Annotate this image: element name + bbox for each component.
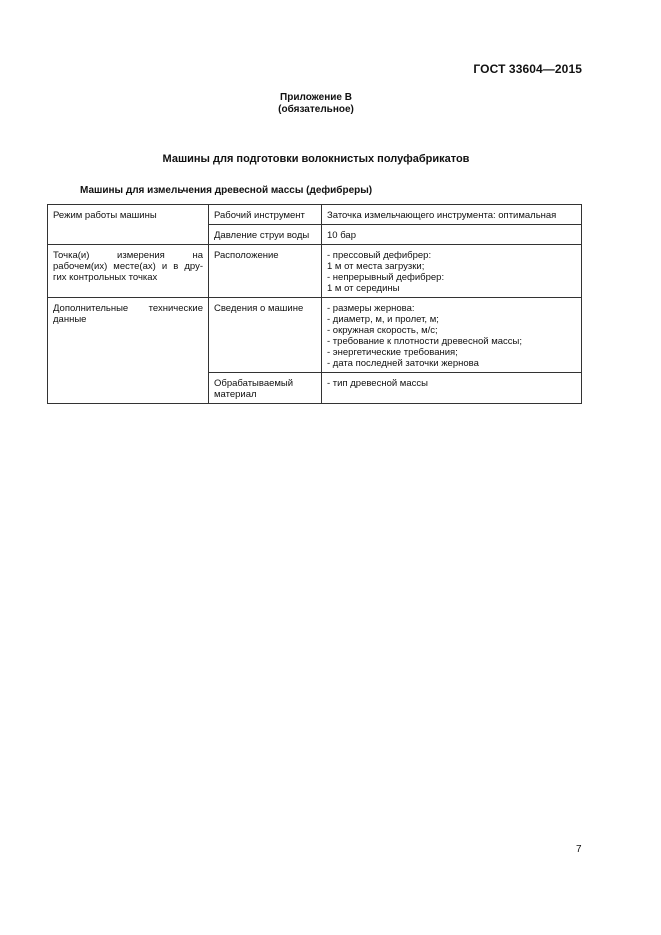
appendix-heading: [0, 92, 632, 116]
value-cell: - тип древесной массы: [322, 373, 582, 404]
param-text-line: Дополнительные технические: [53, 303, 203, 314]
param-cell: Режим работы машины: [48, 205, 209, 245]
value-line: 1 м от места загрузки;: [327, 261, 425, 272]
value-cell: [322, 245, 582, 298]
value-line: 1 м от середины: [327, 283, 400, 294]
value-line: - окружная скорость, м/с;: [327, 325, 438, 336]
value-line: - непрерывный дефибрер:: [327, 272, 445, 283]
table-row: [48, 245, 582, 298]
value-line: - требование к плотности древесной массы;: [327, 336, 522, 347]
value-cell: 10 бар: [322, 225, 582, 245]
table-row: [48, 205, 582, 225]
value-line: - энергетические требования;: [327, 347, 458, 358]
param-cell: [48, 245, 209, 298]
param-cell: [48, 298, 209, 404]
param-text-line: гих контрольных точках: [53, 272, 158, 283]
value-line: - прессовый дефибрер:: [327, 250, 432, 261]
value-line: - размеры жернова:: [327, 303, 415, 314]
section-title: Машины для подготовки волокнистых полуфабрикатов: [162, 153, 470, 165]
subparam-cell: Давление струи воды: [209, 225, 322, 245]
subparam-cell: [209, 373, 322, 404]
subparam-text-line: материал: [214, 389, 257, 400]
subparam-cell: Сведения о машине: [209, 298, 322, 373]
value-cell: Заточка измельчающего инструмента: оптимальная: [322, 205, 582, 225]
specification-table: [47, 204, 582, 404]
standard-code: ГОСТ 33604—2015: [473, 62, 582, 76]
subparam-cell: Расположение: [209, 245, 322, 298]
appendix-title: Приложение В: [280, 92, 352, 103]
table-row: [48, 298, 582, 373]
table-title: Машины для измельчения древесной массы (дефибреры): [80, 185, 373, 196]
param-text-line: Точка(и) измерения на: [53, 250, 203, 261]
page-number: 7: [576, 844, 582, 855]
value-line: - дата последней заточки жернова: [327, 358, 479, 369]
param-text-line: рабочем(их) месте(ах) и в дру-: [53, 261, 203, 272]
value-cell: [322, 298, 582, 373]
value-line: - диаметр, м, и пролет, м;: [327, 314, 439, 325]
param-text-line: данные: [53, 314, 87, 325]
subparam-text-line: Обрабатываемый: [214, 378, 294, 389]
appendix-subtitle: (обязательное): [278, 104, 354, 115]
subparam-cell: Рабочий инструмент: [209, 205, 322, 225]
